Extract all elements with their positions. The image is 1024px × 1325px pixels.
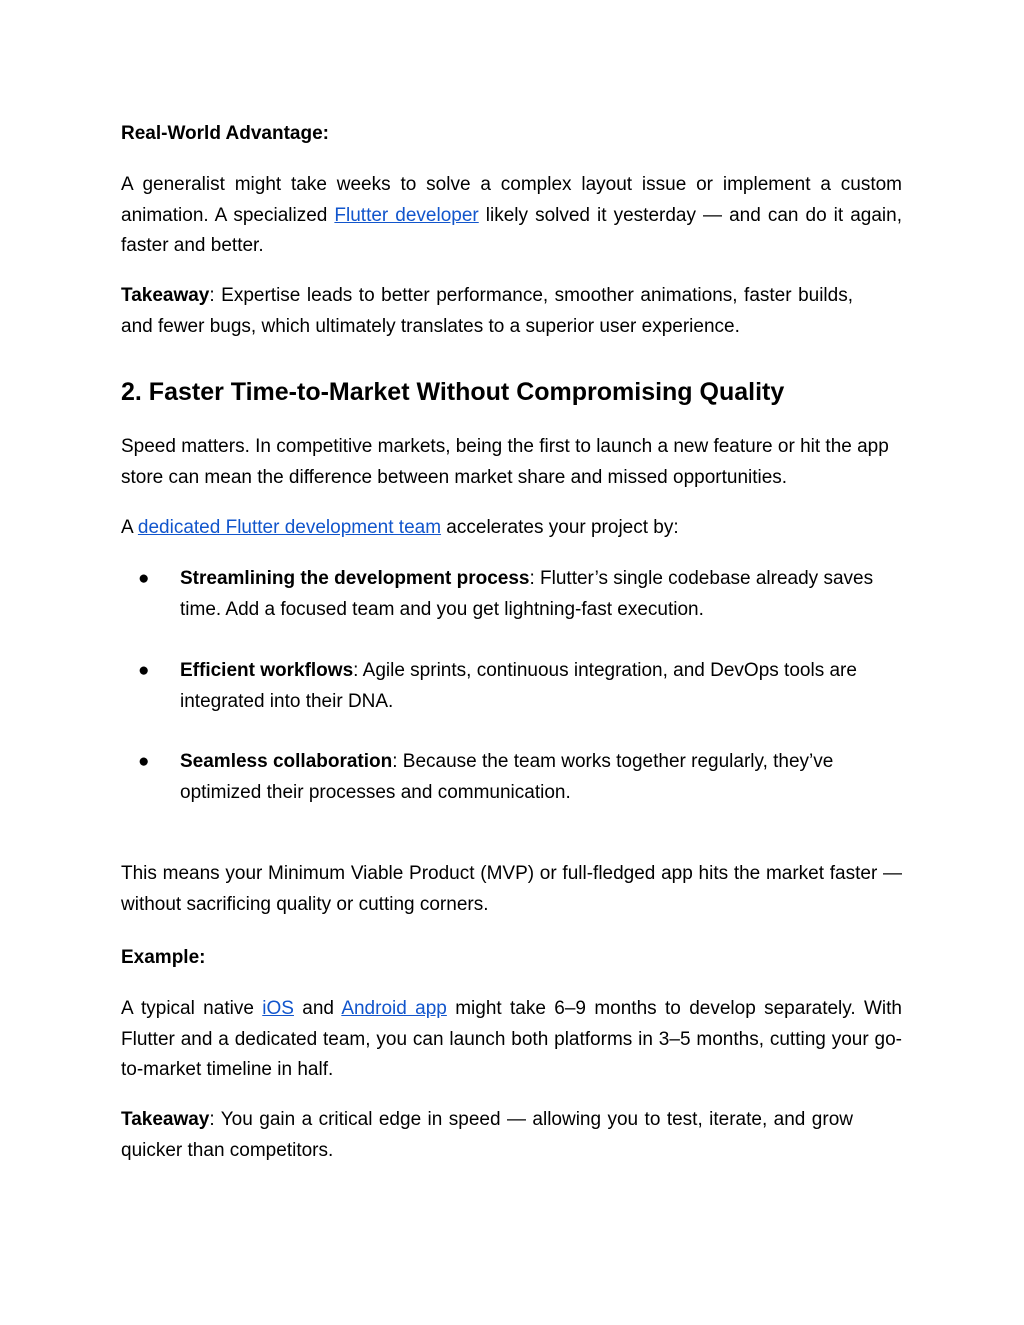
takeaway-paragraph-2 — [121, 1105, 853, 1166]
real-world-advantage-heading — [121, 119, 902, 150]
bullet-icon: ● — [138, 660, 150, 681]
list-item-text — [180, 656, 900, 717]
example-and: and — [293, 998, 342, 1019]
example-heading-text: Example: — [121, 947, 206, 968]
example-heading — [121, 943, 902, 974]
list-item-text — [180, 564, 900, 625]
section-2-heading: 2. Faster Time-to-Market Without Compromising Quality — [121, 378, 785, 406]
speed-matters-paragraph: Speed matters. In competitive markets, being the first to launch a new feature or hit the app store can mean the difference between market share and missed opportunities. — [121, 436, 889, 488]
list-item-text — [180, 747, 900, 808]
dedicated-flutter-team-link[interactable]: dedicated Flutter development team — [137, 517, 442, 538]
list-item-label: Streamlining the development process — [180, 568, 530, 589]
example-prefix: A typical native — [121, 998, 263, 1019]
example-suffix: might take 6–9 months to develop separately. With Flutter and a dedicated team, you can launch both platforms in 3–5 months, cutting your go-to-market timeline in half. — [121, 998, 903, 1080]
bullet-icon: ● — [138, 568, 150, 589]
bullet-icon: ● — [138, 751, 150, 772]
takeaway-label: Takeaway — [121, 285, 210, 306]
paragraph-text-end: likely solved it yesterday — and can do it again, faster and better. — [121, 204, 903, 256]
paragraph-text-start: A generalist might take weeks to solve a complex layout issue or implement a custom animation. A specialized — [121, 174, 902, 226]
list-item-desc: : Agile sprints, continuous integration, and DevOps tools are integrated into their DNA. — [180, 660, 857, 712]
list-item-label: Efficient workflows — [180, 660, 354, 681]
list-item-label: Seamless collaboration — [180, 751, 393, 772]
team-prefix: A — [121, 517, 138, 538]
team-intro-paragraph — [121, 513, 902, 544]
takeaway-label: Takeaway — [121, 1109, 210, 1130]
generalist-paragraph — [121, 170, 902, 262]
takeaway-paragraph-1 — [121, 281, 853, 342]
android-app-link[interactable]: Android app — [341, 998, 447, 1019]
heading-text: Real-World Advantage: — [121, 123, 329, 144]
list-item-desc: : Flutter’s single codebase already saves time. Add a focused team and you get lightning-fast execution. — [180, 568, 874, 620]
takeaway-text: : You gain a critical edge in speed — allowing you to test, iterate, and grow quicker than competitors. — [121, 1109, 853, 1161]
ios-link[interactable]: iOS — [262, 998, 294, 1019]
flutter-developer-link[interactable]: Flutter developer — [334, 204, 479, 226]
list-item-desc: : Because the team works together regularly, they’ve optimized their processes and communication. — [180, 751, 834, 803]
takeaway-text: : Expertise leads to better performance, smoother animations, faster builds, and fewer bugs, which ultimately translates to a superior user experience. — [121, 285, 853, 337]
mvp-paragraph: This means your Minimum Viable Product (MVP) or full-fledged app hits the market faster — without sacrificing quality or cutting corners. — [121, 863, 902, 915]
example-paragraph — [121, 994, 902, 1086]
team-suffix: accelerates your project by: — [441, 517, 679, 538]
